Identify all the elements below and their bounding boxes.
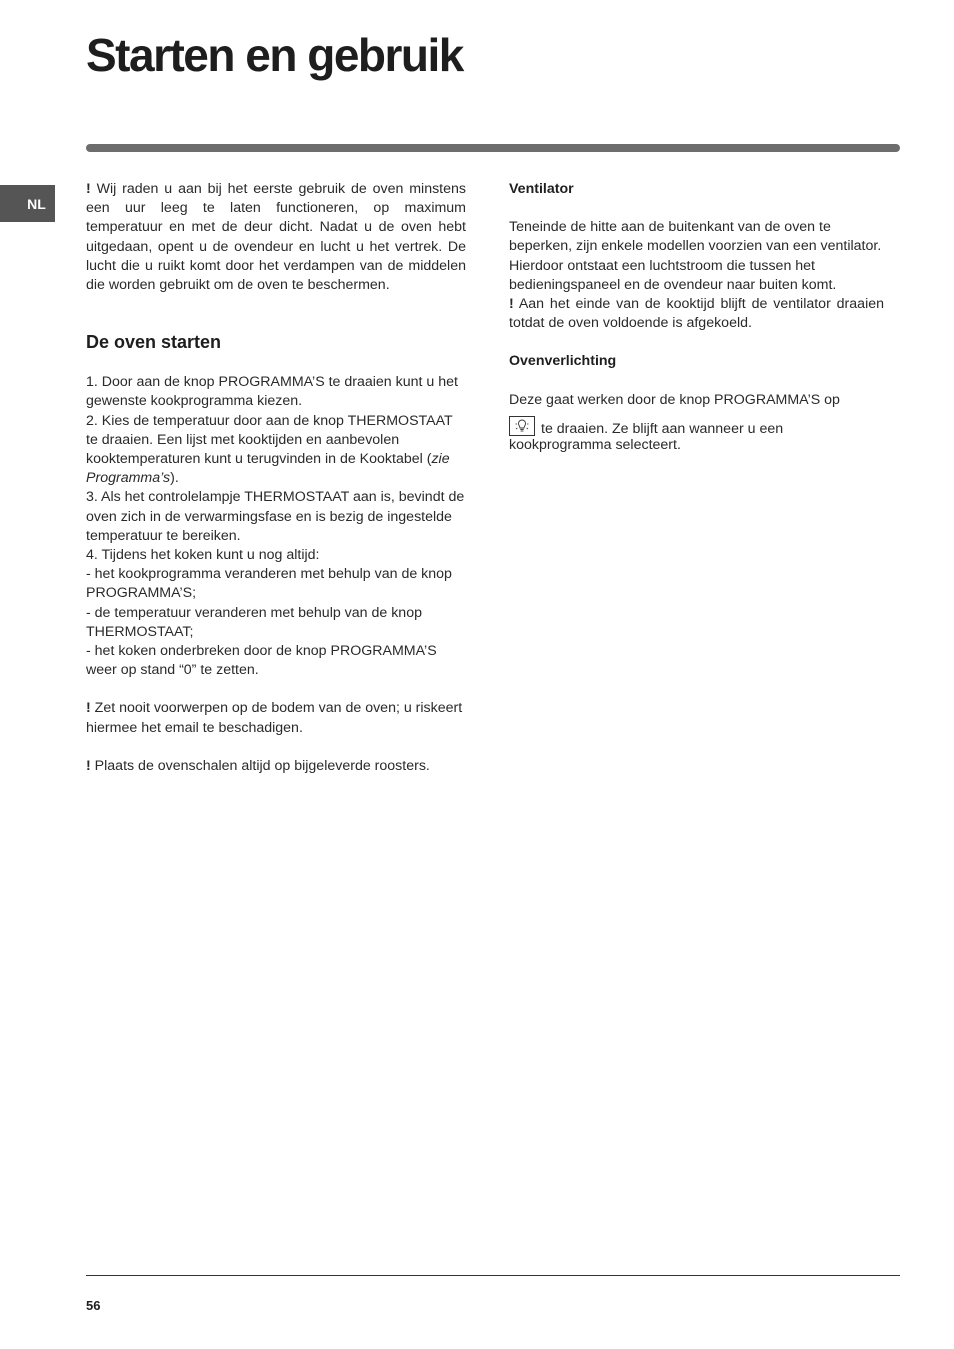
fan-paragraph: Teneinde de hitte aan de buitenkant van de oven te beperken, zijn enkele modellen voorzien van een ventilator. Hierdoor ontstaat een luchtstroom die tussen het bedieningspaneel en de ovendeur naar buiten komt. [509, 219, 882, 293]
step-1: 1. Door aan de knop PROGRAMMA’S te draaien kunt u het gewenste kookprogramma kiezen. [86, 374, 458, 410]
title-divider [86, 144, 900, 152]
section-heading-fan: Ventilator [509, 181, 574, 197]
warning-mark: ! [509, 296, 514, 313]
step-2 [86, 412, 466, 489]
warning-bottom [86, 699, 466, 737]
step-4-option-temperature: - de temperatuur veranderen met behulp van de knop THERMOSTAAT; [86, 604, 422, 640]
warning-mark: ! [86, 700, 91, 717]
light-text-2: te draaien. Ze blijft aan wanneer u een kookprogramma selecteert. [509, 420, 784, 453]
fan-note-text: Aan het einde van de kooktijd blijft de ventilator draaien totdat de oven voldoende is afgekoeld. [509, 296, 884, 332]
step-3: 3. Als het controlelampje THERMOSTAAT aan is, bevindt de oven zich in de verwarmingsfase en is bezig de ingestelde temperatuur te bereiken. [86, 489, 465, 544]
right-column [509, 180, 884, 453]
section-heading-light: Ovenverlichting [509, 353, 617, 370]
fan-note [509, 295, 884, 333]
warning-racks [86, 757, 466, 776]
light-paragraph-1: Deze gaat werken door de knop PROGRAMMA’S op [509, 391, 840, 408]
warning-mark: ! [86, 181, 91, 197]
page-number: 56 [86, 1298, 101, 1313]
step-4-option-stop: - het koken onderbreken door de knop PROGRAMMA’S weer op stand “0” te zetten. [86, 643, 437, 679]
oven-lamp-icon [509, 416, 535, 436]
step-2-text-end: ). [170, 470, 179, 487]
warning-bottom-text: Zet nooit voorwerpen op de bodem van de oven; u riskeert hiermee het email te beschadigen. [86, 700, 463, 736]
warning-racks-text: Plaats de ovenschalen altijd op bijgeleverde roosters. [90, 757, 430, 774]
section-heading-start-oven: De oven starten [86, 332, 222, 353]
page-title: Starten en gebruik [86, 29, 463, 81]
step-4: 4. Tijdens het koken kunt u nog altijd: [86, 547, 320, 564]
language-tab: NL [0, 185, 55, 222]
warning-mark: ! [86, 757, 91, 774]
step-4-option-program: - het kookprogramma veranderen met behulp van de knop PROGRAMMA’S; [86, 566, 452, 602]
footer-divider [86, 1275, 900, 1276]
light-paragraph-2 [509, 416, 884, 453]
step-2-text: 2. Kies de temperatuur door aan de knop THERMOSTAAT te draaien. Een lijst met kooktijden en aanbevolen kooktemperaturen kunt u terugvinden in de Kooktabel ( [86, 412, 453, 468]
step-2-reference: zie Programma’s [86, 451, 450, 487]
intro-text: Wij raden u aan bij het eerste gebruik de oven minstens een uur leeg te laten functioneren, op maximum temperatuur en met de deur dicht. Nadat u de oven hebt uitgedaan, opent u de ovendeur en lucht u het vertrek. De lucht die u ruikt komt door het verdampen van de middelen die worden gebruikt om de oven te beschermen. [86, 181, 466, 294]
intro-paragraph [86, 180, 466, 295]
left-column [86, 180, 466, 776]
